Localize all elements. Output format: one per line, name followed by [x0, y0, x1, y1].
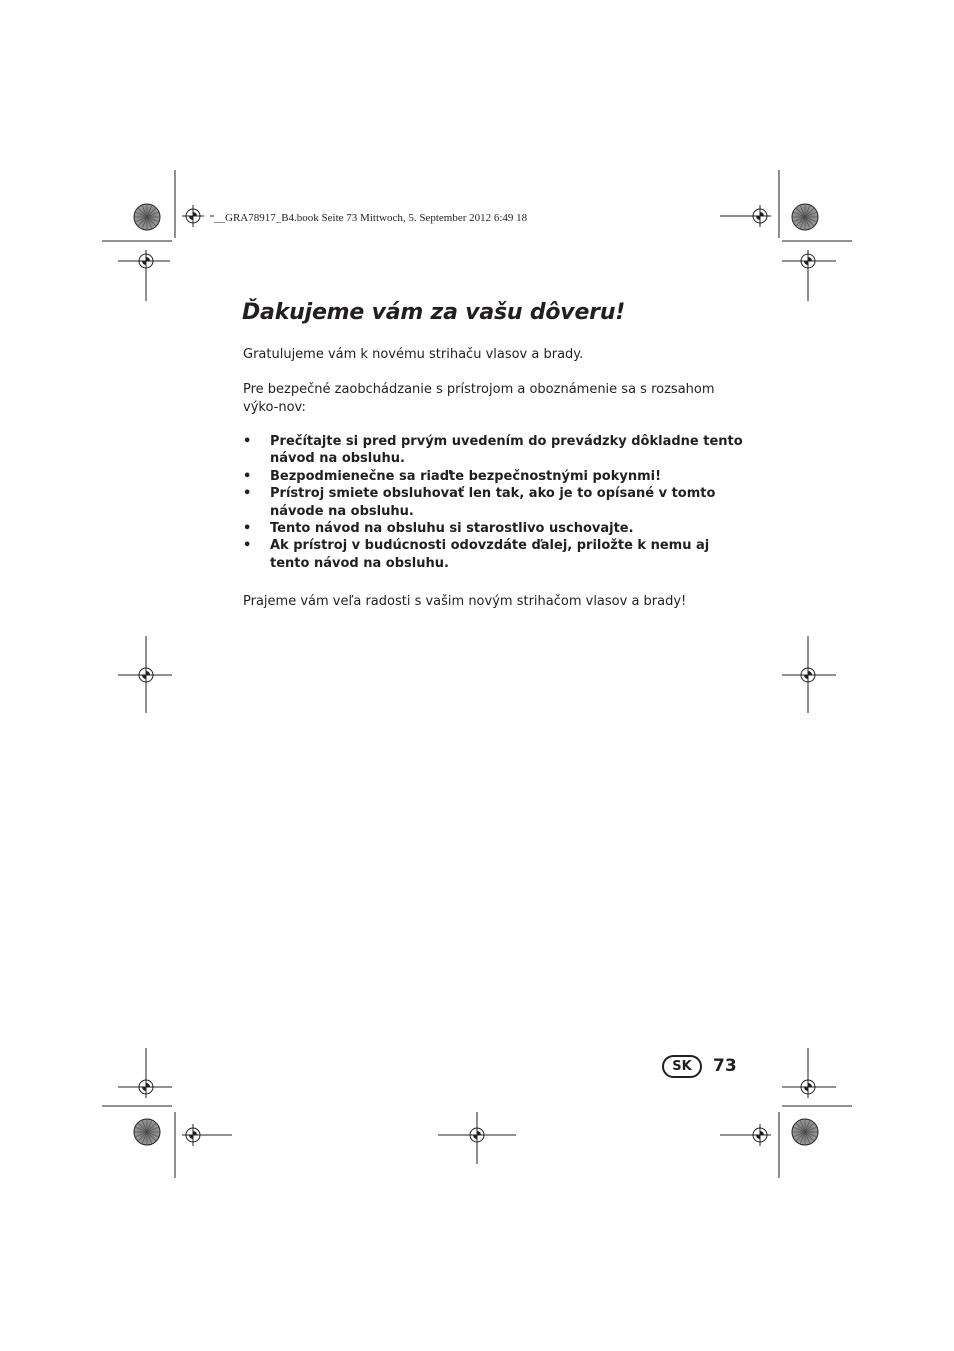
- safety-bullet-list: [243, 433, 743, 572]
- lead-paragraph: Pre bezpečné zaobchádzanie s prístrojom a oboznámenie sa s rozsahom výko-nov:: [243, 382, 715, 415]
- bullet-icon: •: [243, 468, 252, 484]
- page-title: Ďakujeme vám za vašu dôveru!: [242, 300, 626, 325]
- registration-mark-icon: [466, 1124, 488, 1146]
- registration-mark-icon: [182, 1124, 204, 1146]
- bullet-icon: •: [243, 486, 252, 502]
- registration-mark-icon: [135, 250, 157, 272]
- registration-mark-icon: [749, 1124, 771, 1146]
- bullet-icon: •: [243, 521, 252, 537]
- color-bar-circle-icon: [134, 204, 160, 230]
- list-item: [243, 433, 743, 468]
- intro-paragraph: Gratulujeme vám k novému strihaču vlasov a brady.: [243, 347, 584, 362]
- bullet-icon: •: [243, 434, 252, 449]
- closing-paragraph: Prajeme vám veľa radosti s vašim novým strihačom vlasov a brady!: [243, 594, 687, 609]
- bullet-text: Prístroj smiete obsluhovať len tak, ako je to opísané v tomto návode na obsluhu.: [270, 486, 716, 519]
- registration-mark-icon: [135, 664, 157, 686]
- language-badge: SK: [662, 1055, 702, 1078]
- bullet-text: Prečítajte si pred prvým uvedením do prevádzky dôkladne tento návod na obsluhu.: [270, 434, 743, 467]
- print-info-line: __GRA78917_B4.book Seite 73 Mittwoch, 5. September 2012 6:49 18: [214, 212, 528, 224]
- color-bar-circle-icon: [792, 1119, 818, 1145]
- registration-mark-icon: [135, 1076, 157, 1098]
- registration-mark-icon: [797, 250, 819, 272]
- page-number: 73: [713, 1056, 737, 1076]
- page-footer: [662, 1052, 737, 1080]
- registration-mark-icon: [749, 205, 771, 227]
- color-bar-circle-icon: [792, 204, 818, 230]
- registration-mark-icon: [182, 205, 204, 227]
- color-bar-circle-icon: [134, 1119, 160, 1145]
- list-item: [243, 485, 743, 520]
- list-item: [243, 468, 743, 485]
- bullet-text: Ak prístroj v budúcnosti odovzdáte ďalej, priložte k nemu aj tento návod na obsluhu.: [270, 538, 710, 571]
- registration-mark-icon: [797, 664, 819, 686]
- bullet-text: Tento návod na obsluhu si starostlivo uschovajte.: [270, 521, 634, 537]
- list-item: [243, 537, 743, 572]
- registration-mark-icon: [797, 1076, 819, 1098]
- list-item: [243, 520, 743, 537]
- bullet-icon: •: [243, 538, 252, 554]
- bullet-text: Bezpodmienečne sa riaďte bezpečnostnými pokynmi!: [270, 468, 662, 484]
